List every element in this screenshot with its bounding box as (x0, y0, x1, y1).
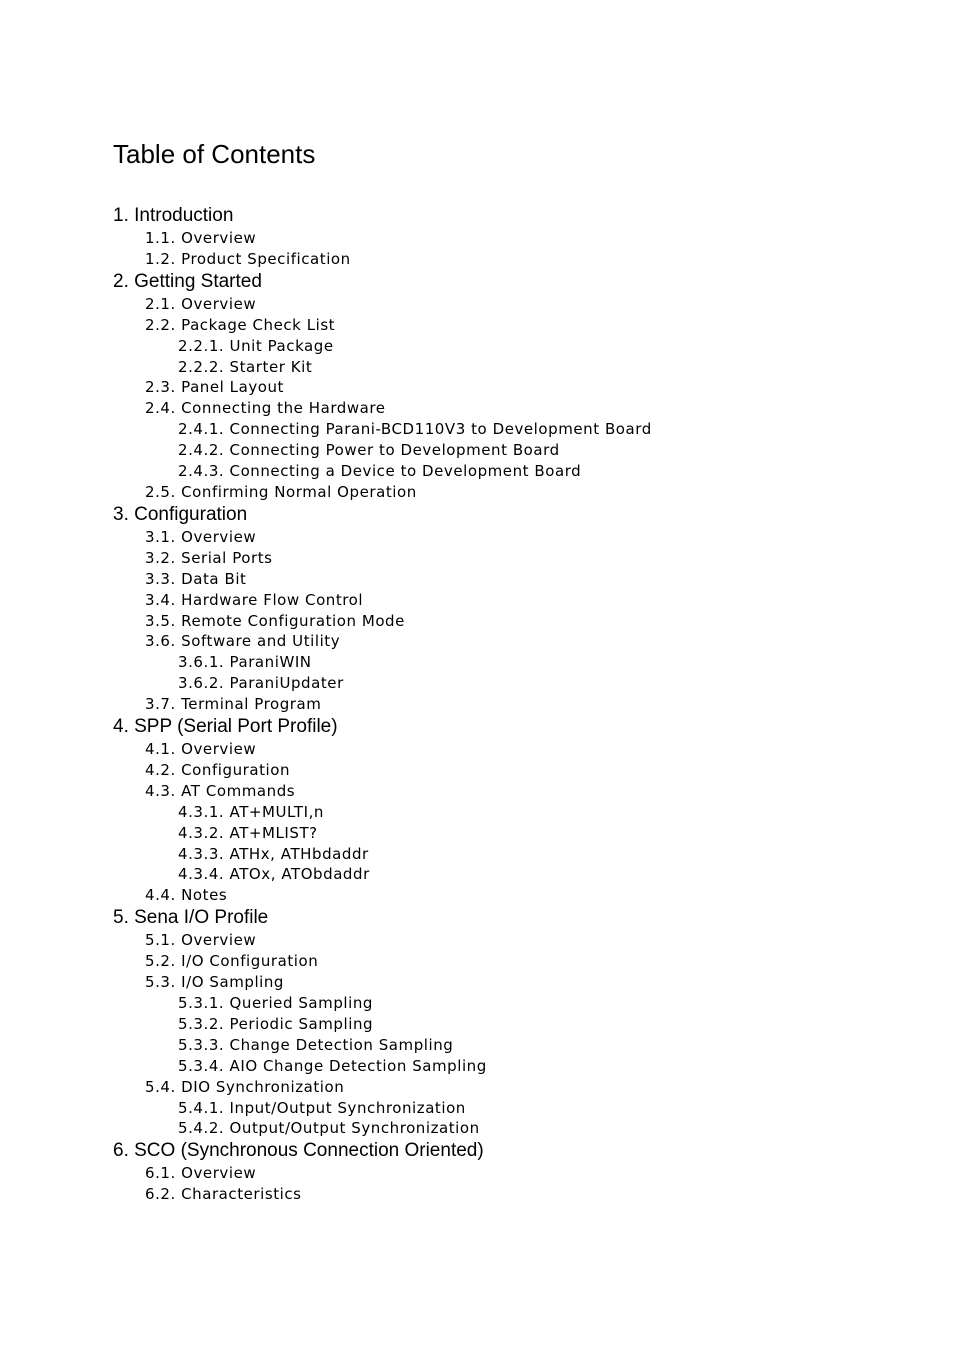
toc-section-entry: 1.1. Overview (145, 229, 257, 247)
toc-section-entry: 2.1. Overview (145, 294, 257, 313)
toc-section-entry: 2.3. Panel Layout (145, 378, 284, 397)
toc-subsection-entry: 4.3.2. AT+MLIST? (178, 823, 318, 842)
toc-subsection-entry: 4.3.3. ATHx, ATHbdaddr (178, 844, 369, 863)
toc-subsection-entry: 2.4.3. Connecting a Device to Development Board (178, 462, 582, 481)
toc-subsection-entry: 3.6.1. ParaniWIN (178, 653, 312, 672)
toc-section-entry: 4.3. AT Commands (145, 781, 296, 800)
toc-subsection-entry: 5.3.1. Queried Sampling (178, 994, 373, 1012)
table-of-contents (113, 204, 873, 1205)
toc-section-entry: 5.4. DIO Synchronization (145, 1077, 345, 1096)
toc-section-entry: 1.2. Product Specification (145, 249, 351, 268)
toc-subsection-entry: 2.4.1. Connecting Parani-BCD110V3 to Development Board (178, 420, 652, 439)
toc-section-entry: 5.1. Overview (145, 931, 257, 950)
toc-section-entry: 4.2. Configuration (145, 760, 291, 779)
toc-section-entry: 3.7. Terminal Program (145, 695, 322, 714)
toc-subsection-entry: 5.3.4. AIO Change Detection Sampling (178, 1056, 487, 1075)
toc-chapter-entry: 4. SPP (Serial Port Profile) (113, 716, 338, 738)
toc-section-entry: 4.4. Notes (145, 886, 228, 905)
toc-chapter-entry: 6. SCO (Synchronous Connection Oriented) (113, 1140, 484, 1162)
toc-subsection-entry: 5.4.1. Input/Output Synchronization (178, 1098, 466, 1117)
toc-section-entry: 5.2. I/O Configuration (145, 952, 319, 971)
toc-section-entry: 5.3. I/O Sampling (145, 973, 285, 992)
toc-subsection-entry: 5.3.3. Change Detection Sampling (178, 1035, 454, 1054)
toc-chapter-entry: 2. Getting Started (113, 270, 262, 292)
toc-subsection-entry: 4.3.1. AT+MULTI,n (178, 802, 324, 821)
toc-subsection-entry: 2.4.2. Connecting Power to Development Board (178, 441, 560, 460)
toc-section-entry: 6.1. Overview (145, 1164, 257, 1183)
toc-section-entry: 3.3. Data Bit (145, 569, 247, 588)
toc-section-entry: 3.4. Hardware Flow Control (145, 590, 364, 609)
toc-section-entry: 2.4. Connecting the Hardware (145, 399, 386, 418)
toc-section-entry: 3.5. Remote Configuration Mode (145, 611, 405, 630)
toc-subsection-entry: 4.3.4. ATOx, ATObdaddr (178, 865, 370, 884)
toc-chapter-entry: 1. Introduction (113, 205, 234, 226)
toc-subsection-entry: 2.2.1. Unit Package (178, 336, 334, 355)
toc-section-entry: 4.1. Overview (145, 740, 257, 759)
toc-section-entry: 3.2. Serial Ports (145, 548, 273, 567)
toc-section-entry: 3.1. Overview (145, 527, 257, 546)
toc-section-entry: 2.2. Package Check List (145, 315, 336, 334)
page-title: Table of Contents (113, 139, 316, 169)
toc-section-entry: 6.2. Characteristics (145, 1185, 302, 1204)
toc-chapter-entry: 5. Sena I/O Profile (113, 907, 269, 929)
toc-section-entry: 2.5. Confirming Normal Operation (145, 482, 417, 501)
toc-subsection-entry: 5.3.2. Periodic Sampling (178, 1014, 374, 1033)
toc-subsection-entry: 2.2.2. Starter Kit (178, 357, 313, 376)
toc-subsection-entry: 3.6.2. ParaniUpdater (178, 674, 344, 693)
toc-section-entry: 3.6. Software and Utility (145, 632, 341, 651)
toc-chapter-entry: 3. Configuration (113, 503, 248, 525)
toc-subsection-entry: 5.4.2. Output/Output Synchronization (178, 1119, 480, 1138)
